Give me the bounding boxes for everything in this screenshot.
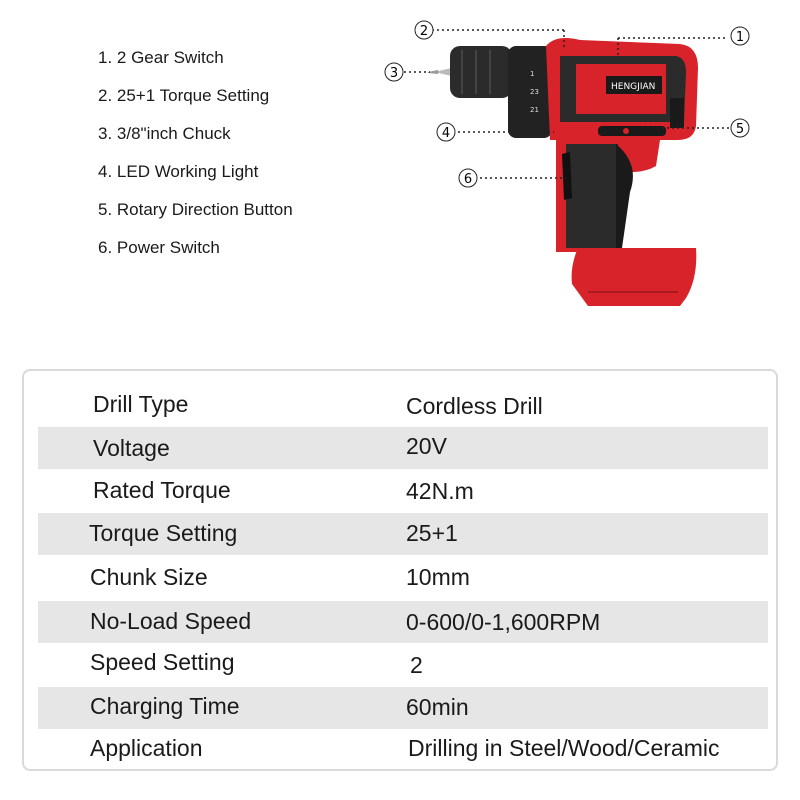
spec-value: 25+1	[406, 520, 458, 546]
callout-marker-5	[731, 119, 749, 137]
callout-marker-1	[731, 27, 749, 45]
callout-number: 6	[463, 172, 473, 187]
callout-marker-2	[415, 21, 433, 39]
spec-row	[38, 731, 768, 769]
spec-label: Drill Type	[93, 391, 189, 417]
callout-number: 2	[419, 24, 429, 39]
spec-table	[22, 369, 778, 771]
spec-label: Application	[90, 735, 203, 761]
feature-item: 4. LED Working Light	[98, 162, 259, 181]
spec-label: Speed Setting	[90, 649, 235, 675]
feature-item: 2. 25+1 Torque Setting	[98, 86, 270, 105]
spec-value: 60min	[406, 694, 469, 720]
feature-item: 6. Power Switch	[98, 238, 220, 257]
spec-label: Voltage	[93, 435, 170, 461]
spec-row	[38, 645, 768, 685]
spec-value: 20V	[406, 433, 447, 459]
callout-marker-6	[459, 169, 477, 187]
callout-marker-3	[385, 63, 403, 81]
feature-item: 5. Rotary Direction Button	[98, 200, 293, 219]
spec-label: Charging Time	[90, 693, 240, 719]
svg-text:23: 23	[530, 88, 539, 96]
drill-illustration	[380, 16, 780, 316]
callout-number: 3	[389, 66, 399, 81]
spec-value: 10mm	[406, 564, 470, 590]
callout-number: 5	[735, 122, 745, 137]
spec-row	[38, 687, 768, 729]
spec-label: No-Load Speed	[90, 608, 252, 634]
spec-row	[38, 513, 768, 555]
spec-value: 0-600/0-1,600RPM	[406, 609, 601, 635]
spec-value: 42N.m	[406, 478, 474, 504]
callout-number: 4	[441, 126, 451, 141]
spec-value: Cordless Drill	[406, 393, 543, 419]
spec-value: 2	[410, 652, 423, 678]
spec-row	[38, 601, 768, 643]
feature-item: 1. 2 Gear Switch	[98, 48, 224, 67]
spec-row	[38, 385, 768, 425]
spec-label: Rated Torque	[93, 477, 231, 503]
brand-logo: HENGJIAN	[611, 82, 656, 92]
spec-label: Torque Setting	[89, 520, 238, 546]
spec-row	[38, 427, 768, 469]
spec-row	[38, 557, 768, 599]
svg-text:21: 21	[530, 106, 539, 114]
feature-item: 3. 3/8"inch Chuck	[98, 124, 231, 143]
callout-marker-4	[437, 123, 455, 141]
spec-value: Drilling in Steel/Wood/Ceramic	[408, 735, 720, 761]
drill-drawing	[380, 16, 780, 316]
callout-number: 1	[735, 30, 745, 45]
spec-row	[38, 471, 768, 511]
feature-list	[98, 47, 293, 275]
svg-text:1: 1	[530, 70, 535, 78]
spec-label: Chunk Size	[90, 564, 208, 590]
